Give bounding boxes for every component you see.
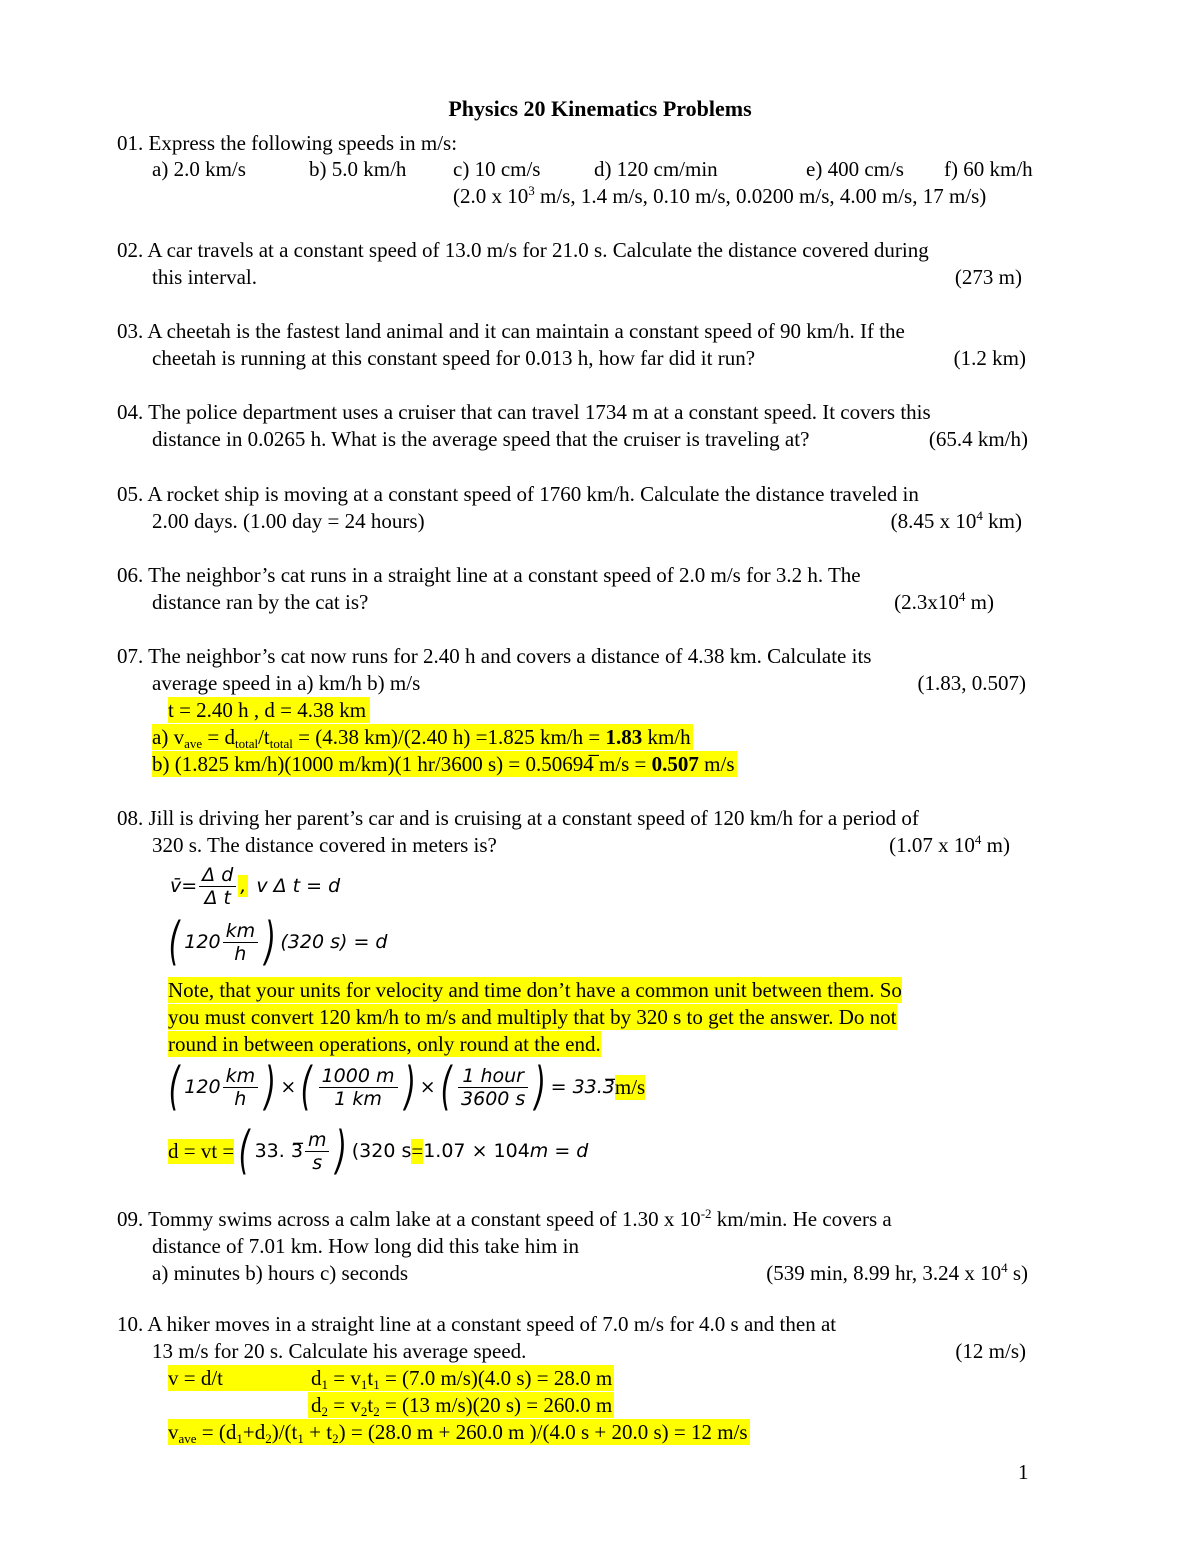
q10-line2: 13 m/s for 20 s. Calculate his average speed. xyxy=(152,1339,527,1363)
q07-line1: 07. The neighbor’s cat now runs for 2.40 h and covers a distance of 4.38 km. Calculate its xyxy=(117,644,872,668)
q08-equation-2: ( 120 $\frac{km}{h}$ ) (320 s) = d xyxy=(168,912,388,972)
q04-line2: distance in 0.0265 h. What is the average speed that the cruiser is traveling at? xyxy=(152,427,810,451)
q10-distance-1: $d_1 = v_1t_1 = (7.0$ m/s)(4.0 s) = 28.0 m xyxy=(308,1365,614,1391)
q08-answer: (1.07 x $10^4$ m) xyxy=(889,832,1010,857)
q07-solution-b: b) (1.825 km/h)(1000 m/km)(1 hr/3600 s) = 0.50694̅ m/s = 0.507 m/s xyxy=(152,752,735,776)
q08-equation-1: v̄= $\frac{\text{Δ d}}{\text{Δ t}}$ , v Δ t = d xyxy=(170,863,341,909)
q10-distance-2: $d_2 = v_2t_2 = (13$ m/s)(20 s) = 260.0 m xyxy=(308,1392,614,1418)
q09-answer: (539 min, 8.99 hr, 3.24 x $10^4$ s) xyxy=(766,1260,1028,1285)
q08-note-line2: you must convert 120 km/h to m/s and multiply that by 320 s to get the answer. Do not xyxy=(168,1005,897,1029)
q07-solution-a: a) $v_{ave} = d_{total}/t_{total} = (4.38$ km)/(2.40 h) =1.825 km/h = 1.83 km/h xyxy=(152,725,691,751)
q08-note-line3: round in between operations, only round at the end. xyxy=(168,1032,601,1056)
q01-d: d) 120 cm/min xyxy=(594,157,718,181)
q01-c: c) 10 cm/s xyxy=(453,157,541,181)
q05-line1: 05. A rocket ship is moving at a constant speed of 1760 km/h. Calculate the distance traveled in xyxy=(117,482,919,506)
q04-line1: 04. The police department uses a cruiser that can travel 1734 m at a constant speed. It covers this xyxy=(117,400,931,424)
q03-line1: 03. A cheetah is the fastest land animal and it can maintain a constant speed of 90 km/h. If the xyxy=(117,319,905,343)
q08-line1: 08. Jill is driving her parent’s car and is cruising at a constant speed of 120 km/h for a period of xyxy=(117,806,919,830)
q01-b: b) 5.0 km/h xyxy=(309,157,407,181)
q07-given: t = 2.40 h , d = 4.38 km xyxy=(168,697,370,723)
q06-answer: ($2.3x10^4$ m) xyxy=(894,589,994,614)
q01-e: e) 400 cm/s xyxy=(806,157,904,181)
q07-answer: (1.83, 0.507) xyxy=(917,671,1026,695)
q05-line2: 2.00 days. (1.00 day = 24 hours) xyxy=(152,509,425,533)
q03-line2: cheetah is running at this constant speed for 0.013 h, how far did it run? xyxy=(152,346,756,370)
q08-line2: 320 s. The distance covered in meters is? xyxy=(152,833,497,857)
q10-average-speed: $v_{ave} = (d_1+d_2)/(t_1 + t_2) = (28.0$ m + 260.0 m )/(4.0 s + 20.0 s) = 12 m/s xyxy=(168,1420,748,1446)
page-number: 1 xyxy=(1018,1460,1029,1484)
q01-f: f) 60 km/h xyxy=(944,157,1033,181)
q02-answer: (273 m) xyxy=(954,265,1022,289)
q08-equation-4: d = vt = ( 33. 3̅ $\frac{m}{s}$ ) (320 s = 1.07 × 10 4 m = d xyxy=(168,1121,589,1181)
page-title: Physics 20 Kinematics Problems xyxy=(448,96,752,121)
q08-equation-3: ( 120 $\frac{km}{h}$ ) × ( $\frac{1000 m}{1 km}$ ) × ( $\frac{\text{1 hour}}{3600 s}$ ) = 33.3̅ m/s xyxy=(168,1057,646,1117)
q03-answer: (1.2 km) xyxy=(953,346,1026,370)
q02-line2: this interval. xyxy=(152,265,257,289)
q04-answer: (65.4 km/h) xyxy=(928,427,1028,451)
q01-a: a) 2.0 km/s xyxy=(152,157,246,181)
q05-answer: (8.45 x $10^4$ km) xyxy=(890,508,1022,533)
q10-answer: (12 m/s) xyxy=(955,1339,1026,1363)
q01-answer: (2.0 x $10^3$ m/s, 1.4 m/s, 0.10 m/s, 0.0200 m/s, 4.00 m/s, 17 m/s) xyxy=(453,183,987,208)
q06-line2: distance ran by the cat is? xyxy=(152,590,369,614)
q10-formula: v = d/t xyxy=(168,1365,308,1391)
q09-line3: a) minutes b) hours c) seconds xyxy=(152,1261,409,1285)
q10-line1: 10. A hiker moves in a straight line at a constant speed of 7.0 m/s for 4.0 s and then at xyxy=(117,1312,837,1336)
q08-note-line1: Note, that your units for velocity and time don’t have a common unit between them. So xyxy=(168,978,902,1002)
q09-line1: 09. Tommy swims across a calm lake at a constant speed of 1.30 x $10^{-2}$ km/min. He covers a xyxy=(117,1206,892,1231)
q02-line1: 02. A car travels at a constant speed of 13.0 m/s for 21.0 s. Calculate the distance covered during xyxy=(117,238,929,262)
q01-text: 01. Express the following speeds in m/s: xyxy=(117,131,458,155)
q06-line1: 06. The neighbor’s cat runs in a straight line at a constant speed of 2.0 m/s for 3.2 h. The xyxy=(117,563,861,587)
q07-line2: average speed in a) km/h b) m/s xyxy=(152,671,421,695)
q09-line2: distance of 7.01 km. How long did this take him in xyxy=(152,1234,579,1258)
